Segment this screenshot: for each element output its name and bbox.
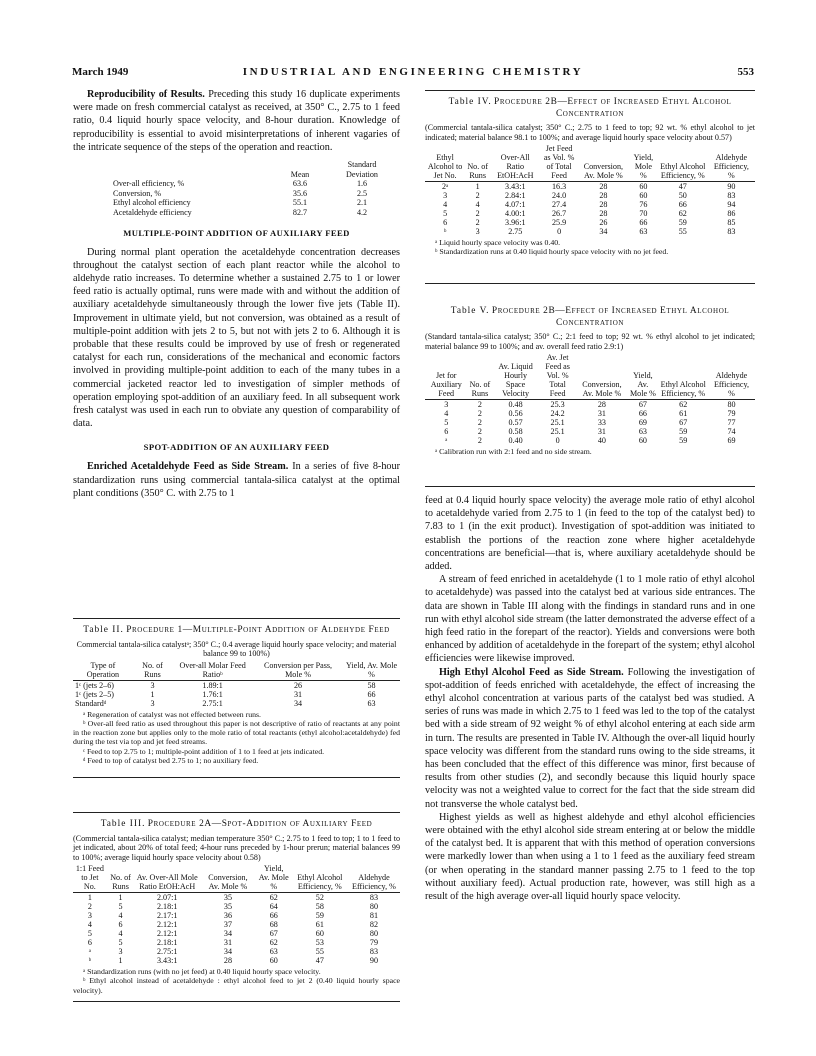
table-cell: 59 (679, 427, 688, 437)
table-cell: 50 (678, 191, 687, 201)
table-cell: 62 (269, 938, 278, 948)
table-row (73, 956, 400, 965)
table-cell: 47 (315, 956, 324, 966)
table-cell: 3 (444, 400, 449, 410)
table-cell: 1 (87, 893, 92, 903)
table-cell: 28 (223, 956, 232, 966)
table-row (425, 436, 755, 445)
table-footnote: ᵃ Regeneration of catalyst was not effected between runs. (83, 709, 261, 719)
table-2-block (73, 618, 400, 778)
table-row (425, 182, 755, 192)
table4-header-cell: Aldehyde Efficiency, % (708, 144, 755, 182)
table-cell: 31 (597, 409, 606, 419)
table-cell: 25.1 (550, 418, 565, 428)
table-cell: 6 (443, 218, 448, 228)
header-date: March 1949 (72, 66, 129, 78)
table-cell: 6 (87, 938, 92, 948)
table-cell: 5 (118, 902, 123, 912)
table-cell: Standardᵈ (75, 698, 107, 708)
table-cell: 1 (150, 689, 155, 699)
table2-header-cell: Conversion per Pass, Mole % (253, 661, 343, 681)
table-2-footnotes (73, 710, 400, 765)
enriched-feed-text: In a series of five 8-hour standardization runs using commercial tantala-silica catalyst at the optimal plant conditions (350° C. with 2.75 to 1 (73, 461, 400, 499)
table5-header-cell: Jet for Auxiliary Feed (425, 353, 467, 400)
table-cell: 63.6 (292, 179, 308, 189)
table-row (107, 208, 393, 218)
table-row (73, 938, 400, 947)
table-cell: 60 (638, 436, 647, 446)
table-row (73, 920, 400, 929)
table-cell: 77 (727, 418, 736, 428)
table-cell: ᵇ (443, 227, 447, 237)
table-cell: 67 (638, 400, 647, 410)
table-cell: 34 (599, 227, 608, 237)
table2-header-cell: Over-all Molar Feed Ratioᵇ (172, 661, 253, 681)
table-3-top-rule (73, 812, 400, 813)
table-cell: 94 (727, 200, 736, 210)
table5-header-cell: Ethyl Alcohol Efficiency, % (658, 353, 708, 400)
running-header (72, 66, 754, 82)
table3-header-cell: Yield, Av. Mole % (256, 864, 292, 893)
table-cell: 66 (678, 200, 687, 210)
table-row (425, 191, 755, 200)
table5-header-cell: Av. Liquid Hourly Space Velocity (492, 353, 538, 400)
table-row (73, 893, 400, 903)
table-cell: 4 (475, 200, 480, 210)
table-cell: 63 (367, 698, 376, 708)
table-cell: 59 (679, 436, 688, 446)
table-cell: 60 (639, 182, 648, 192)
enriched-feed-heading: Enriched Acetaldehyde Feed as Side Stream. (87, 461, 289, 473)
table-cell: ᵃ (445, 436, 448, 446)
header-journal: INDUSTRIAL AND ENGINEERING CHEMISTRY (242, 66, 584, 78)
reproducibility-paragraph (73, 88, 400, 154)
table-row (425, 200, 755, 209)
table-cell: 63 (638, 427, 647, 437)
table4-header-cell: Jet Feed as Vol. % of Total Feed (540, 144, 577, 182)
table-cell: 79 (369, 938, 378, 948)
table-cell: 26 (599, 218, 608, 228)
table-cell: 35.6 (292, 188, 308, 198)
table-5-title: Procedure 2B—Effect of Increased Ethyl Alcohol Concentration (491, 306, 730, 328)
table-cell: 1 (118, 956, 123, 966)
table-cell: 66 (638, 409, 647, 419)
table-cell: 4 (87, 920, 92, 930)
table-cell: 35 (223, 902, 232, 912)
table-row (73, 911, 400, 920)
table-cell: 64 (269, 902, 278, 912)
table-cell: 25.9 (552, 218, 567, 228)
table-4-title: Procedure 2B—Effect of Increased Ethyl Alcohol Concentration (494, 97, 732, 119)
table-footnote: ᵃ Liquid hourly space velocity was 0.40. (435, 238, 561, 248)
table-cell: 40 (597, 436, 606, 446)
right-paragraph-3 (425, 666, 755, 811)
table-cell: 55 (315, 947, 324, 957)
table-cell: 4.00:1 (505, 209, 526, 219)
table-cell: 67 (679, 418, 688, 428)
table-cell: 66 (367, 689, 376, 699)
table-cell: 27.4 (552, 200, 567, 210)
table-row (425, 209, 755, 218)
table-cell: 16.3 (552, 182, 567, 192)
table-cell: 36 (223, 911, 232, 921)
table-cell: 6 (444, 427, 449, 437)
table-cell: Acetaldehyde efficiency (113, 207, 192, 217)
high-ethyl-heading: High Ethyl Alcohol Feed as Side Stream. (439, 666, 624, 678)
table3-header-cell: Conversion, Av. Mole % (200, 864, 256, 893)
table5-header-cell: Conversion, Av. Mole % (576, 353, 627, 400)
table-cell: 58 (315, 902, 324, 912)
table-5-footnotes (425, 447, 755, 456)
table-cell: 28 (599, 182, 608, 192)
table-cell: 3 (150, 698, 155, 708)
table-cell: 58 (367, 680, 376, 690)
table-cell: 82 (369, 920, 378, 930)
table-cell: 25.1 (550, 427, 565, 437)
table5-header-cell: Yield, Av. Mole % (627, 353, 658, 400)
right-paragraph-4: Highest yields as well as highest aldehyde and ethyl alcohol efficiencies were obtained with the ethyl alcohol side stream entering at or below the middle of the catalyst bed. It is apparent that with this method of operation conversions were markedly lower than when using a 1 to 1 feed as the auxiliary feed stream (or when operating in the standard manner passing 2.75 to 1 feed to the top without auxiliary feed). Actual production rate, however, was still high as a result of the high average over-all liquid hourly space velocity. (425, 811, 755, 903)
table-cell: 83 (369, 893, 378, 903)
table-cell: 2.18:1 (156, 902, 178, 912)
table-cell: 2.18:1 (156, 938, 178, 948)
table-4-number: Table IV. (448, 97, 492, 107)
table-cell: 4 (443, 200, 448, 210)
table-cell: 2.1 (356, 198, 368, 208)
table-3-conditions: (Commercial tantala-silica catalyst; median temperature 350° C.; 2.75 to 1 feed to top; 1 to 1 feed to jet indicated, about 20% of total feed; 4-hour runs preceded by 1-hour prerun; material balances 99 to 100%; average liquid hourly space velocity about 0.58) (73, 833, 400, 862)
table-cell: 2.75:1 (156, 947, 178, 957)
table-2 (73, 661, 400, 708)
spot-addition-paragraph (73, 460, 400, 500)
table-cell: 60 (315, 929, 324, 939)
table-cell: 5 (118, 938, 123, 948)
table-row (73, 699, 400, 708)
table-cell: 2.5 (356, 188, 368, 198)
table-cell: 83 (727, 191, 736, 201)
table-cell: 66 (269, 911, 278, 921)
table-cell: 80 (727, 400, 736, 410)
table-cell: 59 (678, 218, 687, 228)
table-cell: 59 (315, 911, 324, 921)
table-4-caption (425, 97, 755, 120)
table-cell: 31 (293, 689, 303, 699)
table-cell: 63 (269, 947, 278, 957)
table-cell: 2.12:1 (156, 920, 178, 930)
table-5 (425, 353, 755, 445)
table-5-bottom-rule (425, 486, 755, 487)
table2-header-cell: Type of Operation (73, 661, 133, 681)
table-cell: 80 (369, 929, 378, 939)
reproducibility-table (107, 160, 393, 218)
table-cell: 2 (477, 418, 482, 428)
table-cell: Over-all efficiency, % (113, 179, 185, 189)
table-5-block (425, 300, 755, 487)
table-cell: 60 (639, 191, 648, 201)
table-footnote: ᵃ Standardization runs (with no jet feed) at 0.40 liquid hourly space velocity. (83, 967, 321, 977)
right-column-text (425, 494, 755, 903)
table-footnote: ᵇ Ethyl alcohol instead of acetaldehyde : ethyl alcohol feed to jet 2 (0.40 liquid hourly space velocity). (73, 976, 400, 995)
table-cell: 90 (369, 956, 378, 966)
table-cell: 3 (475, 227, 480, 237)
table-cell: 53 (315, 938, 324, 948)
table-footnote: ᵈ Feed to top of catalyst bed 2.75 to 1; no auxiliary feed. (83, 755, 259, 765)
table-cell: 52 (315, 893, 324, 903)
table-3-number: Table III. (100, 819, 146, 829)
table-cell: 55 (678, 227, 687, 237)
table-cell: 35 (223, 893, 232, 903)
table-footnote: ᶜ Feed to top 2.75 to 1; multiple-point addition of 1 to 1 feed at jets indicated. (83, 746, 325, 756)
table-2-bottom-rule (73, 777, 400, 778)
table-cell: 28 (597, 400, 606, 410)
table-cell: 2 (475, 209, 480, 219)
table4-header-cell: No. of Runs (465, 144, 490, 182)
table-2-number: Table II. (83, 625, 124, 635)
table-cell: 26.7 (552, 209, 567, 219)
table2-header-cell: No. of Runs (133, 661, 172, 681)
table-4-block (425, 90, 755, 284)
table-footnote: ᵇ Standardization runs at 0.40 liquid hourly space velocity with no jet feed. (435, 247, 669, 257)
table-cell: 2 (87, 902, 92, 912)
table-row (425, 409, 755, 418)
table-cell: 2 (477, 400, 482, 410)
high-ethyl-text: Following the investigation of spot-addition of feeds enriched with acetaldehyde, the effect of increasing the ethyl alcohol concentration at various parts of the catalyst bed was studied. A series of runs was made in which 2.75 to 1 feed was led to the top of the catalyst bed with a side stream of 92 weight % of ethyl alcohol entering at each side arm in turn. The results are presented in Table IV. Although the over-all liquid hourly space velocity was different from the standard runs owing to the side streams, it has been concluded that the effect of this difference was minor, first because of results from other studies (2), and secondly because this liquid hourly space velocity was not a weighted value to correct for the fact that the side stream did not transverse the whole catalyst bed. (425, 666, 756, 810)
table-cell: 62 (678, 209, 687, 219)
section-heading-spot-addition: SPOT-ADDITION OF AN AUXILIARY FEED (143, 442, 330, 453)
table-cell: 82.7 (292, 207, 308, 217)
table-cell: 4 (118, 929, 123, 939)
table4-header-cell: Ethyl Alcohol Efficiency, % (658, 144, 708, 182)
table-cell: 1ᶜ (jets 2–6) (75, 680, 114, 690)
header-page-number: 553 (737, 66, 754, 78)
reproducibility-header-cell: Standard Deviation (346, 160, 378, 179)
table5-header-cell: Av. Jet Feed as Vol. % Total Feed (539, 353, 577, 400)
table-2-conditions: Commercial tantala-silica catalystᵃ; 350° C.; 0.4 average liquid hourly space velocity; and material balance 99 to 100%) (76, 639, 397, 659)
table-row (425, 427, 755, 436)
table-cell: 2 (477, 427, 482, 437)
table-footnote: ᵇ Over-all feed ratio as used throughout this paper is not descriptive of ratio of reactants at any point in the reaction zone but applies only to the mole ratio of total reactants (ethyl alcohol:acetaldehyde) fed during the test via top and jet feed streams. (73, 718, 400, 747)
table-cell: Conversion, % (113, 188, 162, 198)
table-cell: 0.48 (508, 400, 523, 410)
table-4-footnotes (425, 238, 755, 256)
table-row (73, 929, 400, 938)
table-3 (73, 864, 400, 965)
table-3-bottom-rule (73, 1001, 400, 1002)
table-5-number: Table V. (450, 306, 490, 316)
left-column-text (73, 88, 400, 500)
right-paragraph-2: A stream of feed enriched in acetaldehyde (1 to 1 mole ratio of ethyl alcohol to acetaldehyde) was passed into the catalyst bed at various side entrances. The data are shown in Table III along with the findings in standard runs and in one run with ethyl alcohol side stream (the latter demonstrated the adverse effect of a high feed ratio in the forepart of the reactor). Yields and conversions were both enhanced by addition of acetaldehyde in the forepart of the system; ethyl alcohol efficiencies were likewise improved. (425, 574, 755, 665)
table-cell: 6 (118, 920, 123, 930)
table-cell: 34 (293, 698, 303, 708)
table-cell: 24.2 (550, 409, 565, 419)
table-cell: 3 (150, 680, 155, 690)
table-cell: Ethyl alcohol efficiency (113, 198, 191, 208)
section-heading-multiple-point: MULTIPLE-POINT ADDITION OF AUXILIARY FEED (123, 227, 350, 238)
table-footnote: ᵃ Calibration run with 2:1 feed and no side stream. (435, 447, 592, 457)
table-cell: 69 (638, 418, 647, 428)
table-cell: 1.89:1 (202, 680, 223, 690)
table-cell: 83 (727, 227, 736, 237)
table-cell: 3 (118, 947, 123, 957)
table-cell: ᵇ (88, 956, 92, 966)
table-cell: 63 (639, 227, 648, 237)
table-cell: 2 (475, 191, 480, 201)
table-row (107, 179, 393, 189)
table-cell: 2.17:1 (156, 911, 178, 921)
table-2-top-rule (73, 618, 400, 619)
table-row (73, 690, 400, 699)
table-cell: 31 (597, 427, 606, 437)
table-3-footnotes (73, 967, 400, 995)
table3-header-cell: No. of Runs (107, 864, 135, 893)
table-5-conditions: (Standard tantala-silica catalyst; 350° C.; 2:1 feed to top; 92 wt. % ethyl alcohol to jet indicated; material balance 99 to 100%; and av. overall feed ratio 2.9:1) (425, 332, 755, 351)
table-cell: 47 (678, 182, 687, 192)
reproducibility-text: Preceding this study 16 duplicate experiments were made on fresh commercial catalyst as received, at 350° C., 2.75 to 1 feed ratio, 0.4 liquid hourly space velocity, and 8-hour duration. Knowledge of reproducibility is essential to avoid misinterpretations of inherent vagaries of the intricate sequence of the steps of the operation and reaction. (73, 89, 400, 153)
table3-header-cell: Aldehyde Efficiency, % (348, 864, 400, 893)
table-cell: 80 (369, 902, 378, 912)
table-cell: 2 (475, 218, 480, 228)
table-cell: 62 (269, 893, 278, 903)
table-cell: ᵃ (88, 947, 91, 957)
table-cell: 2.07:1 (156, 893, 178, 903)
table-cell: 33 (597, 418, 606, 428)
table-cell: 0.58 (508, 427, 523, 437)
table-row (107, 198, 393, 208)
table-cell: 83 (369, 947, 378, 957)
table-cell: 28 (599, 191, 608, 201)
table-cell: 24.0 (552, 191, 567, 201)
table-cell: 34 (223, 947, 232, 957)
table-cell: 2 (477, 409, 482, 419)
table-cell: 66 (639, 218, 648, 228)
table-cell: 31 (223, 938, 232, 948)
table-cell: 2.12:1 (156, 929, 178, 939)
table3-header-cell: Ethyl Alcohol Efficiency, % (292, 864, 348, 893)
table-cell: 0 (557, 227, 562, 237)
table-cell: 79 (727, 409, 736, 419)
table-cell: 4 (118, 911, 123, 921)
table-cell: 37 (223, 920, 232, 930)
table-row (73, 680, 400, 690)
table-cell: 55.1 (292, 198, 308, 208)
table-cell: 5 (87, 929, 92, 939)
table-cell: 81 (369, 911, 378, 921)
table-cell: 4 (444, 409, 449, 419)
table-cell: 85 (727, 218, 736, 228)
table-cell: 3.43:1 (505, 182, 526, 192)
table-cell: 1.6 (356, 179, 368, 189)
table-cell: 25.3 (550, 400, 565, 410)
table-row (425, 400, 755, 410)
table-cell: 5 (444, 418, 449, 428)
table-row (425, 418, 755, 427)
table-cell: 3 (87, 911, 92, 921)
table-3-block (73, 812, 400, 1002)
table-cell: 2.75 (508, 227, 523, 237)
table-cell: 0.56 (508, 409, 523, 419)
table-cell: 28 (599, 209, 608, 219)
reproducibility-header-cell: Mean (290, 169, 310, 179)
reproducibility-heading: Reproducibility of Results. (87, 89, 205, 100)
table-cell: 69 (727, 436, 736, 446)
table-cell: 0 (555, 436, 560, 446)
table-cell: 68 (269, 920, 278, 930)
reproducibility-header-cell (107, 160, 269, 179)
table-cell: 90 (727, 182, 736, 192)
right-paragraph-1: feed at 0.4 liquid hourly space velocity) the average mole ratio of ethyl alcohol to acetaldehyde varied from 2.75 to 1 (in feed to the top of the catalyst bed) to 7.83 to 1 (in the exit product). Investigation of spot-addition was initiated to establish the portions of the reaction zone where higher acetaldehyde concentrations are beneficial—that is, where auxiliary acetaldehyde should be added. (425, 495, 755, 573)
table-cell: 86 (727, 209, 736, 219)
multiple-point-paragraph: During normal plant operation the acetaldehyde concentration decreases throughout the catalyst section of each plant reactor while the alcohol to aldehyde ratio increases. To determine whether a sustained 2.75 to 1 or lower feed ratio is actually optimal, runs were made with and without the addition of auxiliary acetaldehyde simultaneously through the lower five jets (Table II). Improvement in ultimate yield, but not conversion, was obtained as a result of multiple-point addition with jets 2 to 5, but not with jets 2 to 6. Although it is probable that these results could be improved by use of fresh or regenerated catalyst for each run, considerations of the mechanical and economic factors involved in providing multiple-point addition to each of the many tubes in a commercial jacketed reactor led to investigation of simpler methods of operation employing spot-addition of an auxiliary feed. In all subsequent work fresh catalyst was used in each run to obviate any question of comparability of data. (73, 246, 400, 430)
table-cell: 2.84:1 (505, 191, 526, 201)
table-cell: 34 (223, 929, 232, 939)
table-cell: 2.75:1 (202, 698, 223, 708)
table-2-title: Procedure 1—Multiple-Point Addition of Aldehyde Feed (126, 625, 390, 635)
table4-header-cell: Conversion, Av. Mole % (578, 144, 629, 182)
table-cell: 76 (639, 200, 648, 210)
table-cell: 28 (599, 200, 608, 210)
table-cell: 26 (293, 680, 303, 690)
table2-header-cell: Yield, Av. Mole % (343, 661, 400, 681)
table-4-top-rule (425, 90, 755, 91)
table-4-bottom-rule (425, 283, 755, 284)
table3-header-cell: Av. Over-All Mole Ratio EtOH:AcH (134, 864, 200, 893)
table5-header-cell: No. of Runs (467, 353, 492, 400)
table3-header-cell: 1:1 Feed to Jet No. (73, 864, 107, 893)
table-3-title: Procedure 2A—Spot-Addition of Auxiliary Feed (147, 819, 373, 829)
table4-header-cell: Over-All Ratio EtOH:AcH (490, 144, 540, 182)
table-cell: 74 (727, 427, 736, 437)
table-cell: 1 (475, 182, 480, 192)
table-cell: 4.2 (356, 207, 368, 217)
table-cell: 4.07:1 (505, 200, 526, 210)
table-cell: 70 (639, 209, 648, 219)
table5-header-cell: Aldehyde Efficiency, % (708, 353, 755, 400)
table-cell: 2 (477, 436, 482, 446)
table-row (107, 189, 393, 199)
table-cell: 1ᶜ (jets 2–5) (75, 689, 114, 699)
table-cell: 60 (269, 956, 278, 966)
table-2-caption (73, 625, 400, 637)
table-row (425, 218, 755, 227)
table4-header-cell: Yield, Mole % (629, 144, 658, 182)
table-row (73, 947, 400, 956)
table-cell: 2ᵃ (441, 182, 449, 192)
table-cell: 3.43:1 (156, 956, 178, 966)
table-3-caption (73, 819, 400, 831)
table-cell: 62 (679, 400, 688, 410)
table-4-conditions: (Commercial tantala-silica catalyst; 350° C.; 2.75 to 1 feed to top; 92 wt. % ethyl alcohol to jet indicated; material balance 98.1 to 100%; and average liquid hourly space velocity about 0.57) (425, 123, 755, 142)
table-5-caption (425, 306, 755, 329)
table-4 (425, 144, 755, 236)
table-cell: 0.40 (508, 436, 523, 446)
table-cell: 61 (315, 920, 324, 930)
table-cell: 1.76:1 (202, 689, 223, 699)
table-cell: 61 (679, 409, 688, 419)
table-cell: 5 (443, 209, 448, 219)
table-cell: 3 (443, 191, 448, 201)
table-cell: 1 (118, 893, 123, 903)
table-row (73, 902, 400, 911)
table4-header-cell: Ethyl Alcohol to Jet No. (425, 144, 465, 182)
table-cell: 0.57 (508, 418, 523, 428)
table-cell: 3.96:1 (505, 218, 526, 228)
table-row (425, 227, 755, 236)
table-cell: 67 (269, 929, 278, 939)
